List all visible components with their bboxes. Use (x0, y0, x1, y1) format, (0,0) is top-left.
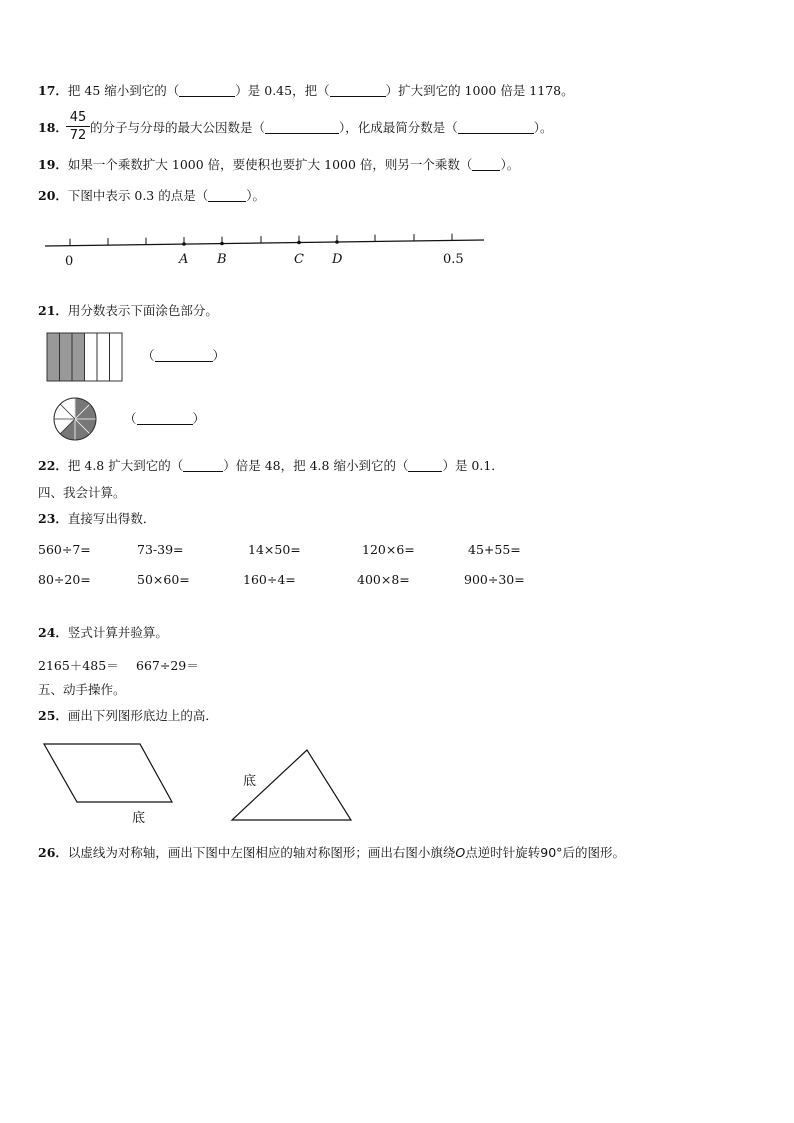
question-text: 后的图形。 (562, 845, 625, 860)
question-text: ）。 (246, 188, 265, 203)
question-text: 把 4.8 扩大到它的（ (67, 458, 184, 473)
question-22 (38, 458, 504, 474)
question-24 (38, 625, 168, 641)
question-number: 22． (38, 458, 68, 473)
point-o-label: O (455, 845, 466, 860)
fraction-numerator: 45 (66, 109, 90, 127)
rect-shaded-part (47, 333, 85, 381)
calc-item: 667÷29＝ (136, 658, 199, 673)
label-zero: 0 (65, 254, 74, 269)
point-b (220, 242, 224, 246)
calc-item: 2165＋485＝ (38, 658, 119, 673)
question-number: 19． (38, 157, 68, 172)
question-text: ）。 (533, 120, 553, 135)
question-text: ）扩大到它的 1000 倍是 1178。 (385, 83, 574, 98)
section-5-heading: 五、动手操作。 (38, 682, 126, 697)
question-text: 下图中表示 0.3 的点是（ (67, 188, 209, 203)
point-c (297, 241, 301, 245)
question-25 (38, 708, 218, 724)
answer-blank[interactable] (155, 349, 213, 362)
calc-item: 400×8= (357, 572, 410, 587)
calc-item: 14×50= (248, 542, 301, 557)
question-text: 点逆时针旋转 (465, 845, 541, 860)
shaded-rectangle (47, 333, 122, 381)
calc-item: 73-39= (137, 542, 184, 557)
section-4-heading: 四、我会计算。 (38, 485, 126, 500)
paren-open: （ (124, 411, 137, 426)
question-text: ）是 0.1． (442, 458, 504, 473)
paren-close: ） (212, 348, 226, 363)
question-text: 竖式计算并验算。 (67, 625, 168, 640)
number-line-axis (45, 240, 484, 246)
question-23 (38, 511, 155, 527)
number-line-ticks (70, 234, 452, 246)
question-text: 用分数表示下面涂色部分。 (67, 303, 218, 318)
question-21-answer-1 (142, 348, 225, 364)
paren-open: （ (142, 348, 155, 363)
calc-item: 160÷4= (243, 572, 296, 587)
label-end: 0.5 (443, 252, 464, 267)
triangle-base-label: 底 (243, 774, 257, 789)
shaded-circle (54, 398, 96, 440)
calc-item: 560÷7= (38, 542, 91, 557)
question-number: 25． (38, 708, 68, 723)
paren-close: ） (192, 411, 206, 426)
answer-blank[interactable] (408, 459, 442, 472)
label-b: B (217, 252, 227, 267)
question-text: ）是 0.45，把（ (235, 83, 330, 98)
parallelogram-base-label: 底 (132, 811, 146, 826)
label-c: C (294, 252, 304, 267)
answer-blank[interactable] (183, 459, 223, 472)
question-number: 21． (38, 303, 68, 318)
question-number: 20． (38, 188, 68, 203)
parallelogram (44, 744, 172, 802)
calc-item: 120×6= (362, 542, 415, 557)
question-21-answer-2 (124, 411, 205, 427)
question-text: ），化成最简分数是（ (339, 120, 458, 135)
question-text: 画出下列图形底边上的高． (67, 708, 218, 723)
label-a: A (179, 252, 189, 267)
calc-item: 900÷30= (464, 572, 525, 587)
question-number: 18． (38, 120, 68, 135)
question-text: 以虚线为对称轴，画出下图中左图相应的轴对称图形；画出右图小旗绕 (67, 845, 456, 860)
question-number: 23． (38, 511, 68, 526)
question-text: 的分子与分母的最大公因数是（ (90, 120, 266, 135)
question-21 (38, 303, 218, 319)
calc-item: 80÷20= (38, 572, 91, 587)
point-a (182, 242, 186, 246)
question-text: ）。 (500, 157, 520, 172)
question-number: 24． (38, 625, 68, 640)
question-number: 17． (38, 83, 68, 98)
calc-item: 45+55= (468, 542, 521, 557)
label-d: D (332, 252, 343, 267)
question-text: 把 45 缩小到它的（ (67, 83, 180, 98)
question-26 (38, 845, 625, 861)
question-text: 直接写出得数． (67, 511, 156, 526)
angle-label: 90° (540, 845, 563, 860)
question-number: 26． (38, 845, 68, 860)
answer-blank[interactable] (137, 412, 193, 425)
question-text: 如果一个乘数扩大 1000 倍，要使积也要扩大 1000 倍，则另一个乘数（ (67, 157, 473, 172)
question-text: ）倍是 48，把 4.8 缩小到它的（ (223, 458, 409, 473)
fraction-denominator: 72 (69, 128, 87, 143)
calc-item: 50×60= (137, 572, 190, 587)
point-d (335, 240, 339, 244)
